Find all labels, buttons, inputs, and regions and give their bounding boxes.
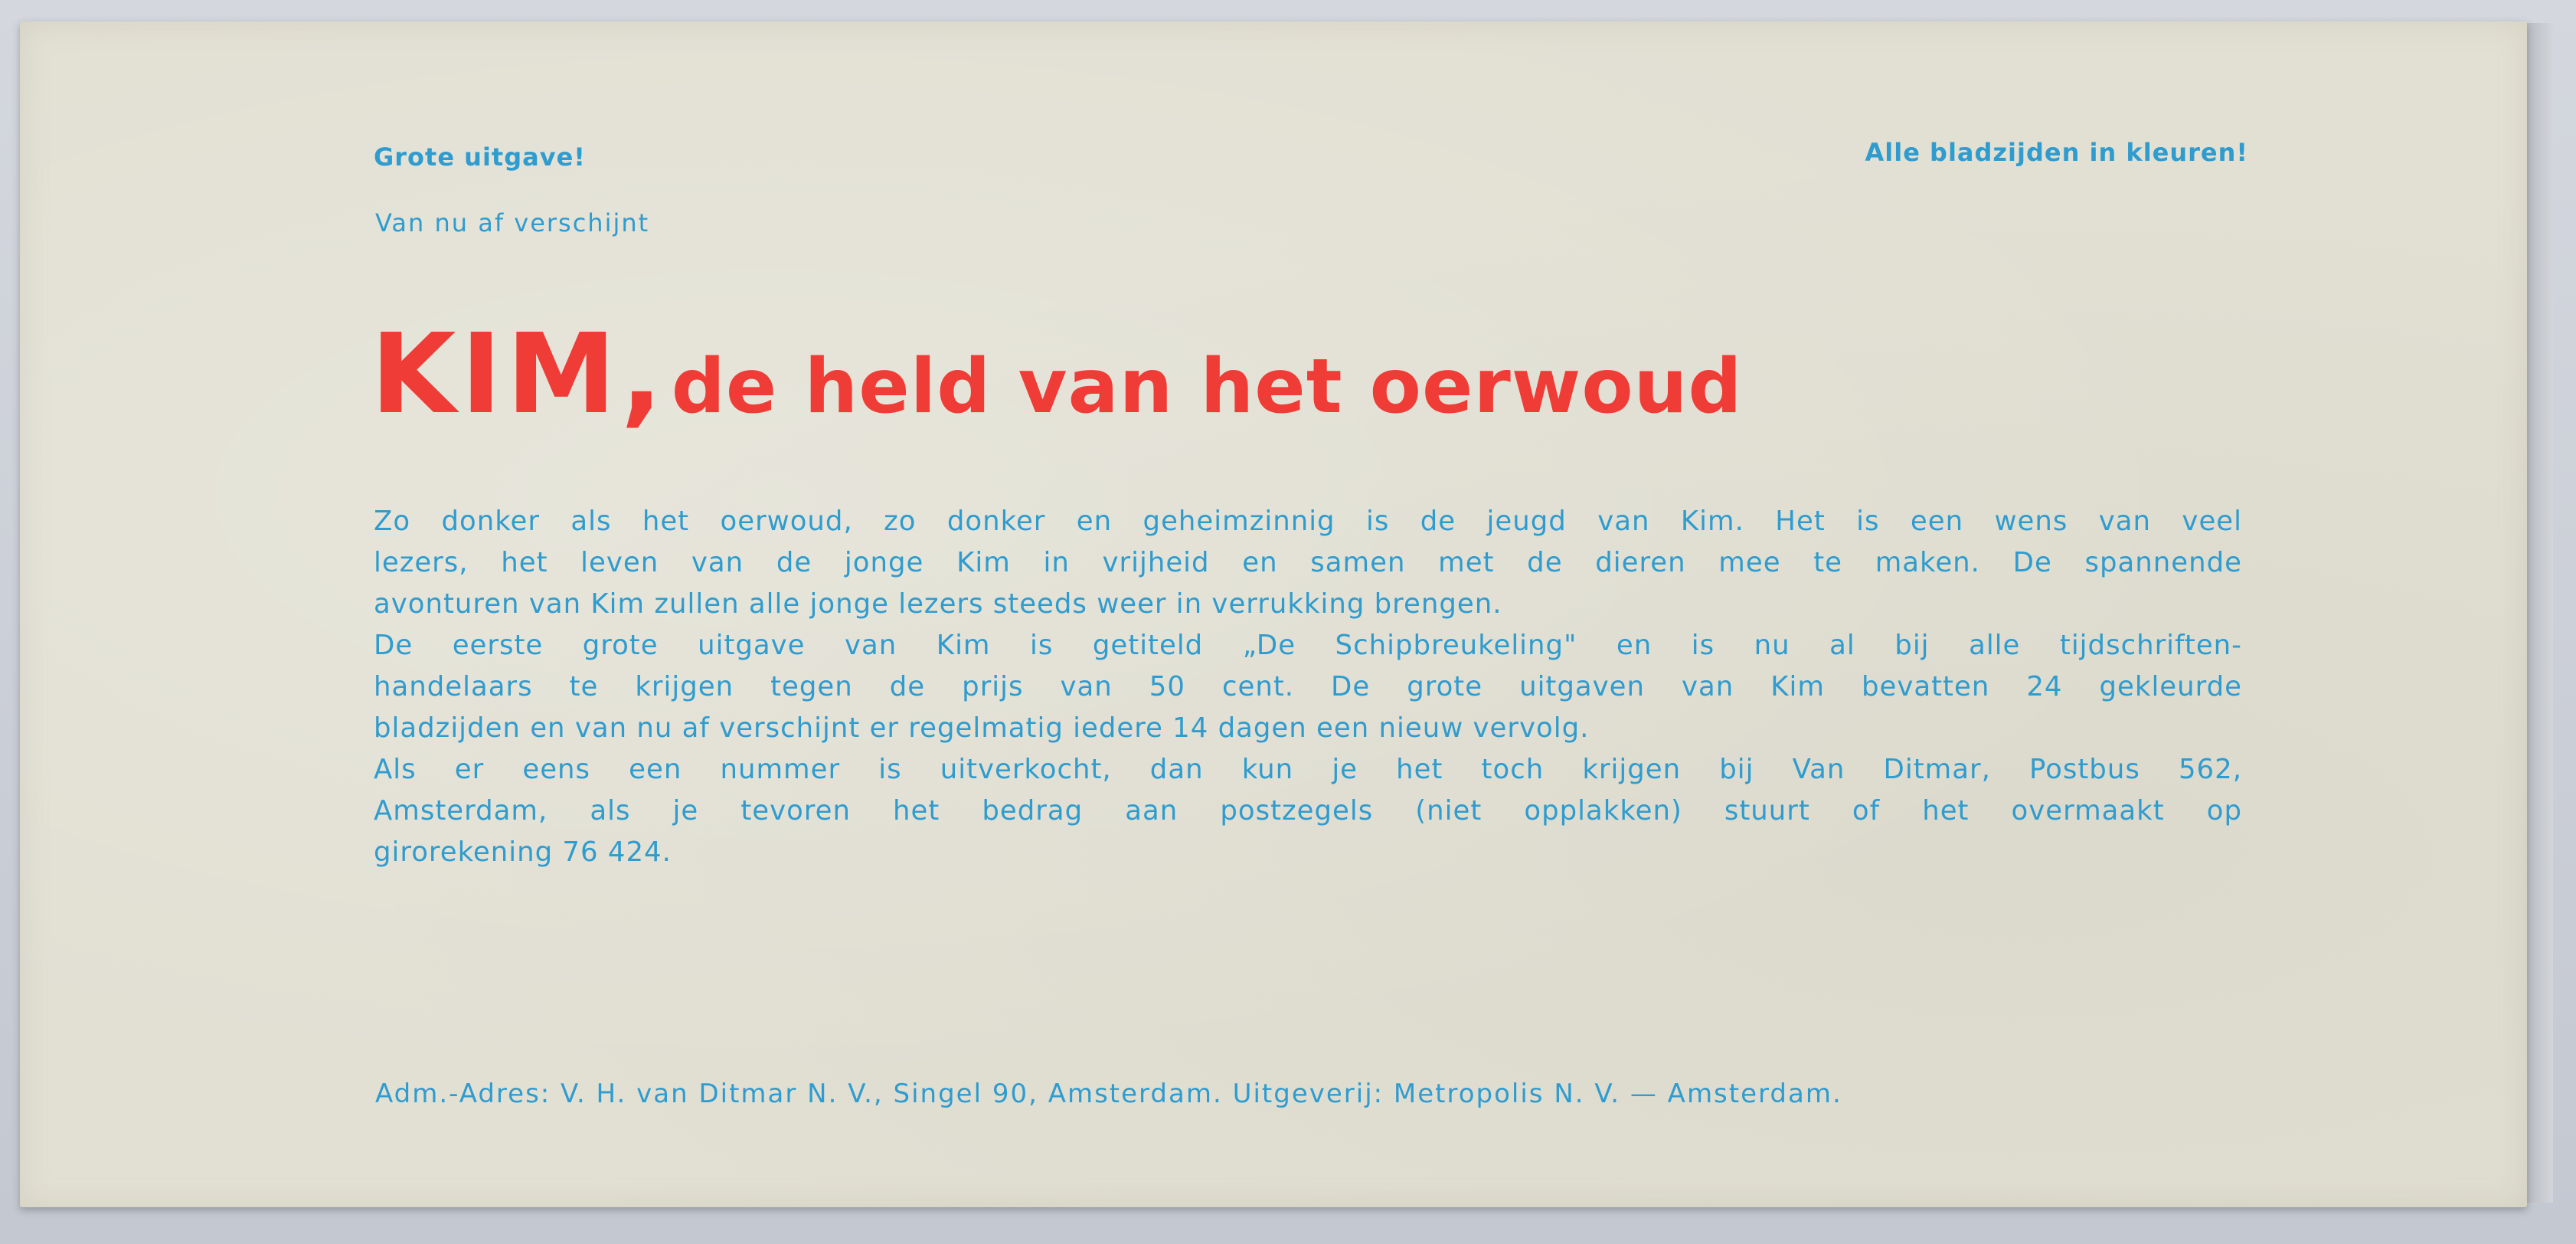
body-line: handelaars te krijgen tegen de prijs van 50 cent. De grote uitgaven van Kim bevatten 24 gekleurde xyxy=(374,671,2242,702)
headline-subtitle: de held van het oerwoud xyxy=(671,343,1743,430)
body-line: avonturen van Kim zullen alle jonge lezers steeds weer in verrukking brengen. xyxy=(374,588,1502,620)
intro-line: Van nu af verschijnt xyxy=(375,208,650,237)
body-line: Zo donker als het oerwoud, zo donker en geheimzinnig is de jeugd van Kim. Het is een wens van veel xyxy=(374,506,2242,537)
body-line: lezers, het leven van de jonge Kim in vrijheid en samen met de dieren mee te maken. De spannende xyxy=(374,547,2242,578)
paper-fold-edge xyxy=(2527,23,2553,1203)
publisher-address: Adm.-Adres: V. H. van Ditmar N. V., Singel 90, Amsterdam. Uitgeverij: Metropolis N. V. — Amsterdam. xyxy=(375,1079,1842,1109)
body-line: girorekening 76 424. xyxy=(374,836,672,868)
body-line: Amsterdam, als je tevoren het bedrag aan postzegels (niet opplakken) stuurt of het overmaakt op xyxy=(374,795,2242,827)
body-line: bladzijden en van nu af verschijnt er regelmatig iedere 14 dagen een nieuw vervolg. xyxy=(374,712,1590,744)
body-line: Als er eens een nummer is uitverkocht, dan kun je het toch krijgen bij Van Ditmar, Postbus 562, xyxy=(374,754,2242,785)
headline xyxy=(371,309,1743,438)
body-line: De eerste grote uitgave van Kim is getiteld „De Schipbreukeling" en is nu al bij alle tijdschriften- xyxy=(374,630,2242,661)
promo-label-all-colour: Alle bladzijden in kleuren! xyxy=(1865,138,2248,167)
headline-name: KIM, xyxy=(371,309,668,438)
promo-label-large-edition: Grote uitgave! xyxy=(374,142,586,172)
body-paragraphs xyxy=(374,501,2242,873)
